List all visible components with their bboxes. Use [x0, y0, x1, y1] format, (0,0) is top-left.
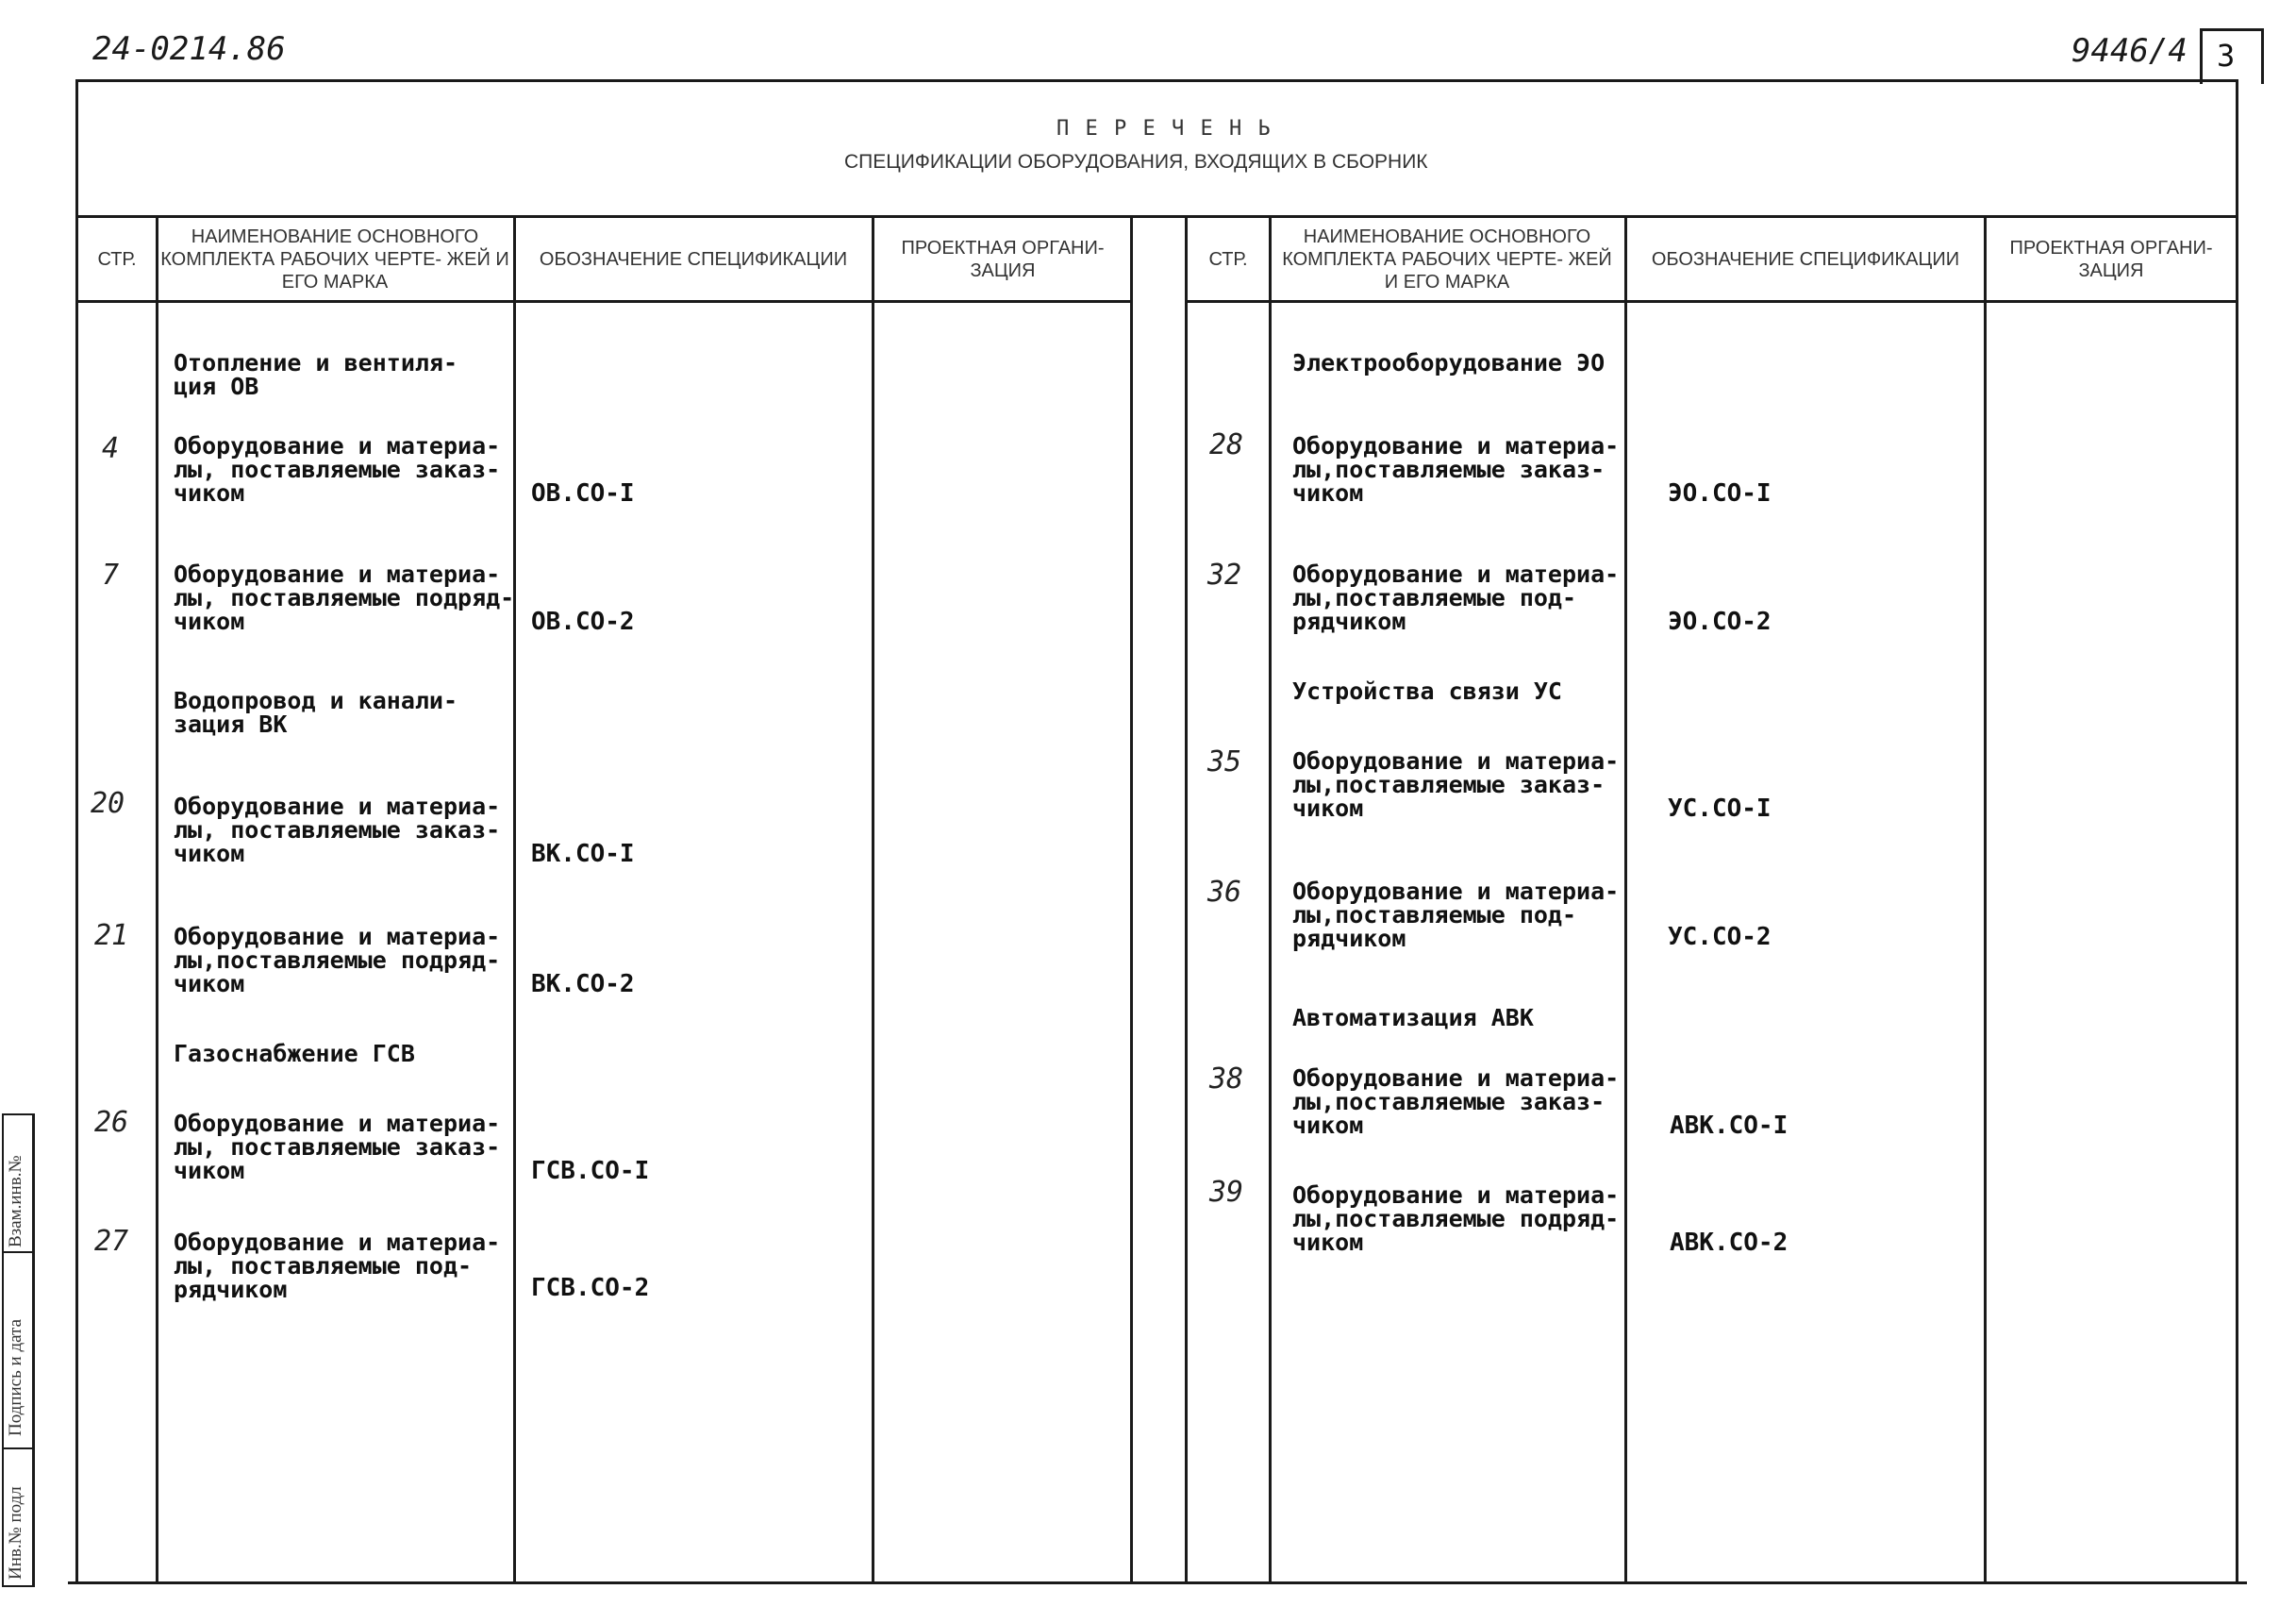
- right-row-name: Оборудование и материа- лы,поставляемые заказ- чиком: [1292, 432, 1620, 507]
- right-row-name: Оборудование и материа- лы,поставляемые заказ- чиком: [1292, 1064, 1620, 1139]
- right-row-page: 35: [1207, 745, 1242, 778]
- right-row-page: 36: [1207, 876, 1242, 909]
- right-row-spec: АВК.СО-2: [1670, 1229, 1789, 1257]
- margin-label-replacement: Взам.инв.№: [6, 1155, 25, 1247]
- title-line-2: СПЕЦИФИКАЦИИ ОБОРУДОВАНИЯ, ВХОДЯЩИХ В СБОРНИК: [844, 151, 1428, 173]
- document-number: 24-0214.86: [92, 30, 286, 68]
- left-row-spec: ОВ.СО-I: [531, 479, 635, 508]
- right-row-spec: УС.СО-2: [1668, 923, 1772, 951]
- right-row-page: 39: [1209, 1176, 1244, 1209]
- right-row-name: Оборудование и материа- лы,поставляемые заказ- чиком: [1292, 747, 1620, 822]
- left-col-3: [872, 217, 874, 1583]
- frame-top: [75, 79, 2236, 82]
- left-col-1: [156, 217, 158, 1583]
- right-row-spec: УС.СО-I: [1668, 795, 1772, 823]
- right-row-page: 38: [1209, 1062, 1244, 1096]
- left-row-page: 7: [102, 559, 120, 592]
- left-row-page: 20: [91, 787, 125, 820]
- right-col-0: [1185, 217, 1188, 1583]
- right-header-name: НАИМЕНОВАНИЕ ОСНОВНОГО КОМПЛЕКТА РАБОЧИХ ЧЕРТЕ- ЖЕЙ И ЕГО МАРКА: [1282, 226, 1612, 293]
- table-gap: [1134, 218, 1185, 1581]
- title-line-1: П Е Р Е Ч Е Н Ь: [1056, 117, 1273, 141]
- left-row-name: Оборудование и материа- лы, поставляемые под- рядчиком: [174, 1229, 501, 1303]
- margin-divider-2: [2, 1447, 32, 1449]
- frame-left: [75, 79, 78, 1584]
- left-row-name: Оборудование и материа- лы, поставляемые заказ- чиком: [174, 1110, 501, 1184]
- right-row-spec: ЭО.СО-2: [1668, 608, 1772, 636]
- right-section-electrical: Электрооборудование ЭО: [1292, 349, 1606, 376]
- right-header-bottom: [1185, 300, 2236, 303]
- left-section-gas: Газоснабжение ГСВ: [174, 1040, 415, 1067]
- right-row-page: 32: [1207, 559, 1242, 592]
- right-header-org: ПРОЕКТНАЯ ОРГАНИ- ЗАЦИЯ: [2009, 237, 2213, 281]
- left-header-org: ПРОЕКТНАЯ ОРГАНИ- ЗАЦИЯ: [901, 237, 1105, 281]
- right-header-spec: ОБОЗНАЧЕНИЕ СПЕЦИФИКАЦИИ: [1651, 248, 1960, 270]
- right-row-spec: АВК.СО-I: [1670, 1112, 1789, 1140]
- left-section-water: Водопровод и канали- зация ВК: [174, 687, 458, 738]
- margin-label-inventory: Инв.№ подл: [6, 1486, 25, 1580]
- right-col-2: [1624, 217, 1627, 1583]
- sheet-code: 9446/4: [2071, 32, 2188, 70]
- left-row-spec: ВК.СО-2: [531, 970, 635, 998]
- right-col-3: [1984, 217, 1987, 1583]
- right-row-name: Оборудование и материа- лы,поставляемые под- рядчиком: [1292, 560, 1620, 635]
- margin-divider-1: [2, 1251, 32, 1253]
- left-row-spec: ОВ.СО-2: [531, 608, 635, 636]
- left-row-page: 21: [94, 919, 129, 952]
- left-header-spec: ОБОЗНАЧЕНИЕ СПЕЦИФИКАЦИИ: [539, 248, 848, 270]
- left-col-4: [1130, 217, 1133, 1583]
- left-row-page: 27: [94, 1225, 129, 1258]
- left-header-name: НАИМЕНОВАНИЕ ОСНОВНОГО КОМПЛЕКТА РАБОЧИХ ЧЕРТЕ- ЖЕЙ И ЕГО МАРКА: [160, 226, 509, 293]
- left-row-name: Оборудование и материа- лы,поставляемые подряд- чиком: [174, 923, 501, 997]
- left-section-heating: Отопление и вентиля- ция ОВ: [174, 349, 458, 400]
- right-row-name: Оборудование и материа- лы,поставляемые подряд- чиком: [1292, 1181, 1620, 1256]
- right-row-page: 28: [1209, 428, 1244, 461]
- right-row-name: Оборудование и материа- лы,поставляемые под- рядчиком: [1292, 878, 1620, 952]
- right-col-1: [1269, 217, 1272, 1583]
- right-row-spec: ЭО.СО-I: [1668, 479, 1772, 508]
- right-section-automation: Автоматизация АВК: [1292, 1004, 1534, 1031]
- frame-bottom: [68, 1581, 2247, 1584]
- left-row-spec: ГСВ.СО-2: [531, 1274, 650, 1302]
- left-col-2: [513, 217, 516, 1583]
- margin-label-signature: Подпись и дата: [6, 1318, 25, 1436]
- right-header-page: СТР.: [1208, 248, 1248, 270]
- left-row-spec: ВК.СО-I: [531, 840, 635, 868]
- left-header-bottom: [75, 300, 1132, 303]
- left-row-name: Оборудование и материа- лы, поставляемые подряд- чиком: [174, 560, 515, 635]
- left-row-spec: ГСВ.СО-I: [531, 1157, 650, 1185]
- right-section-communication: Устройства связи УС: [1292, 678, 1562, 705]
- left-row-page: 4: [102, 432, 120, 465]
- left-row-name: Оборудование и материа- лы, поставляемые заказ- чиком: [174, 432, 501, 507]
- sheet-number: 3: [2217, 38, 2236, 74]
- frame-right: [2236, 79, 2238, 1584]
- left-row-page: 26: [94, 1106, 129, 1139]
- left-header-page: СТР.: [97, 248, 137, 270]
- left-row-name: Оборудование и материа- лы, поставляемые заказ- чиком: [174, 793, 501, 867]
